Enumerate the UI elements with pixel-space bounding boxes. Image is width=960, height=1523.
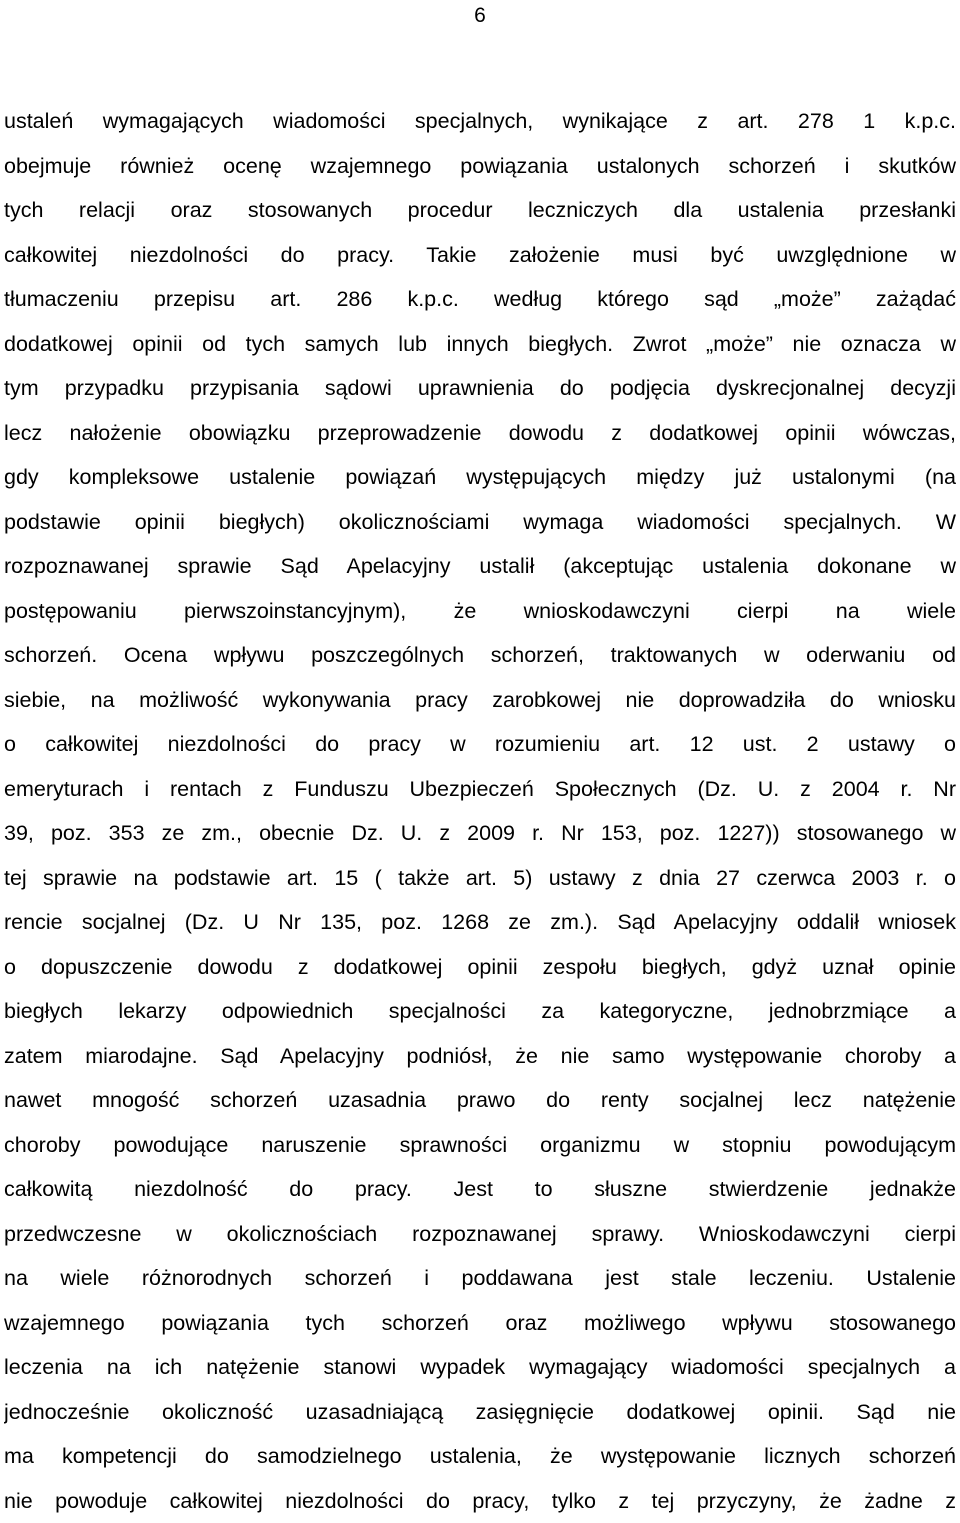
text-line: o dopuszczenie dowodu z dodatkowej opinii zespołu biegłych, gdyż uznał opinie: [4, 945, 956, 990]
text-line: tej sprawie na podstawie art. 15 ( także art. 5) ustawy z dnia 27 czerwca 2003 r. o: [4, 856, 956, 901]
text-line: lecz nałożenie obowiązku przeprowadzenie dowodu z dodatkowej opinii wówczas,: [4, 411, 956, 456]
text-line: siebie, na możliwość wykonywania pracy zarobkowej nie doprowadziła do wniosku: [4, 678, 956, 723]
text-line: podstawie opinii biegłych) okolicznościami wymaga wiadomości specjalnych. W: [4, 500, 956, 545]
text-line: leczenia na ich natężenie stanowi wypadek wymagający wiadomości specjalnych a: [4, 1345, 956, 1390]
text-line: zatem miarodajne. Sąd Apelacyjny podniósł, że nie samo występowanie choroby a: [4, 1034, 956, 1079]
text-line: ustaleń wymagających wiadomości specjalnych, wynikające z art. 278 1 k.p.c.: [4, 99, 956, 144]
text-line: nie powoduje całkowitej niezdolności do pracy, tylko z tej przyczyny, że żadne z: [4, 1479, 956, 1523]
text-line: postępowaniu pierwszoinstancyjnym), że wnioskodawczyni cierpi na wiele: [4, 589, 956, 634]
text-line: przedwczesne w okolicznościach rozpoznawanej sprawy. Wnioskodawczyni cierpi: [4, 1212, 956, 1257]
text-line: tłumaczeniu przepisu art. 286 k.p.c. według którego sąd „może” zażądać: [4, 277, 956, 322]
body-text: [4, 99, 956, 1523]
text-line: jednocześnie okoliczność uzasadniającą zasięgnięcie dodatkowej opinii. Sąd nie: [4, 1390, 956, 1435]
text-line: rencie socjalnej (Dz. U Nr 135, poz. 1268 ze zm.). Sąd Apelacyjny oddalił wniosek: [4, 900, 956, 945]
text-line: tym przypadku przypisania sądowi uprawnienia do podjęcia dyskrecjonalnej decyzji: [4, 366, 956, 411]
text-line: biegłych lekarzy odpowiednich specjalności za kategoryczne, jednobrzmiące a: [4, 989, 956, 1034]
text-line: ma kompetencji do samodzielnego ustalenia, że występowanie licznych schorzeń: [4, 1434, 956, 1479]
text-line: nawet mnogość schorzeń uzasadnia prawo do renty socjalnej lecz natężenie: [4, 1078, 956, 1123]
text-line: wzajemnego powiązania tych schorzeń oraz możliwego wpływu stosowanego: [4, 1301, 956, 1346]
text-line: schorzeń. Ocena wpływu poszczególnych schorzeń, traktowanych w oderwaniu od: [4, 633, 956, 678]
text-line: choroby powodujące naruszenie sprawności organizmu w stopniu powodującym: [4, 1123, 956, 1168]
text-line: obejmuje również ocenę wzajemnego powiązania ustalonych schorzeń i skutków: [4, 144, 956, 189]
text-line: gdy kompleksowe ustalenie powiązań występujących między już ustalonymi (na: [4, 455, 956, 500]
page-number: 6: [0, 4, 960, 28]
text-line: 39, poz. 353 ze zm., obecnie Dz. U. z 2009 r. Nr 153, poz. 1227)) stosowanego w: [4, 811, 956, 856]
text-line: tych relacji oraz stosowanych procedur leczniczych dla ustalenia przesłanki: [4, 188, 956, 233]
text-line: na wiele różnorodnych schorzeń i poddawana jest stale leczeniu. Ustalenie: [4, 1256, 956, 1301]
text-line: emeryturach i rentach z Funduszu Ubezpieczeń Społecznych (Dz. U. z 2004 r. Nr: [4, 767, 956, 812]
text-line: o całkowitej niezdolności do pracy w rozumieniu art. 12 ust. 2 ustawy o: [4, 722, 956, 767]
text-line: całkowitej niezdolności do pracy. Takie założenie musi być uwzględnione w: [4, 233, 956, 278]
text-line: całkowitą niezdolność do pracy. Jest to słuszne stwierdzenie jednakże: [4, 1167, 956, 1212]
text-line: dodatkowej opinii od tych samych lub innych biegłych. Zwrot „może” nie oznacza w: [4, 322, 956, 367]
text-line: rozpoznawanej sprawie Sąd Apelacyjny ustalił (akceptując ustalenia dokonane w: [4, 544, 956, 589]
